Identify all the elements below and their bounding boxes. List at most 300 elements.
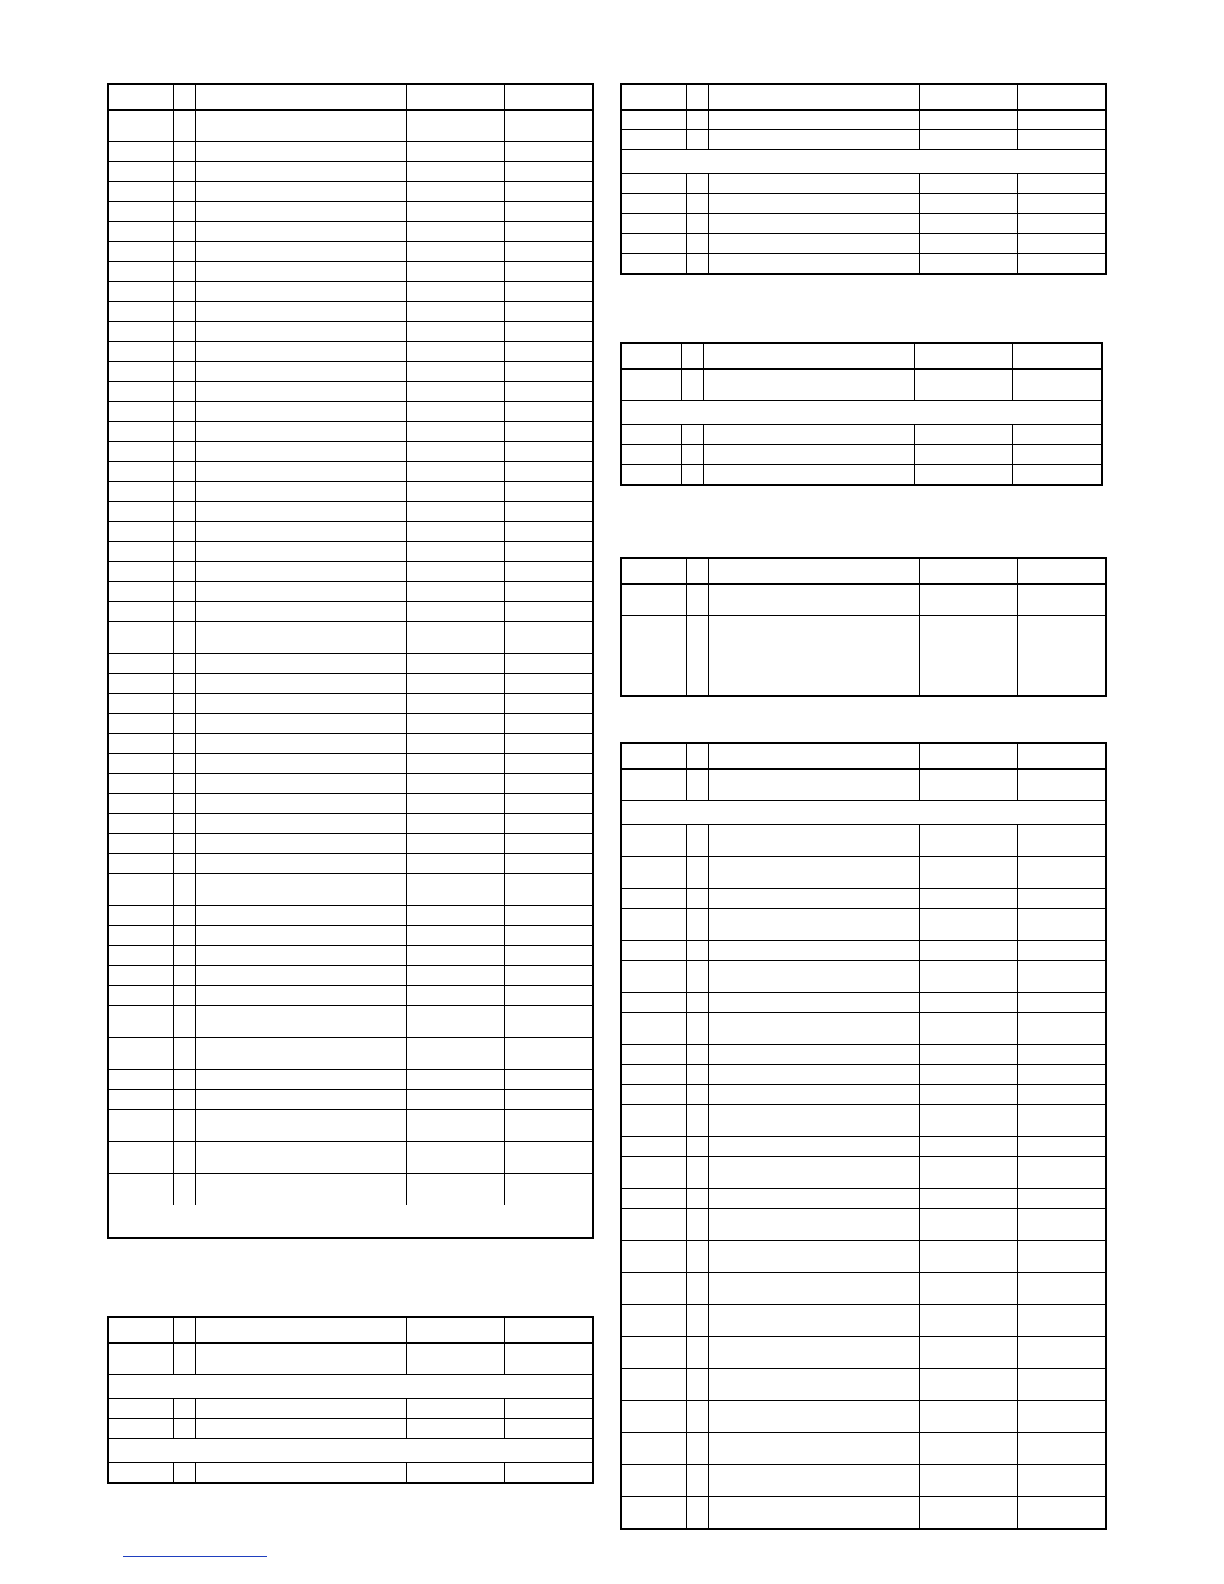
- table-row: [622, 1044, 1105, 1064]
- table-cell: [173, 654, 195, 673]
- table-cell: [919, 1401, 1017, 1432]
- table-row: [622, 888, 1105, 908]
- section-heading-cell: [622, 401, 1101, 424]
- table-cell: [504, 754, 592, 773]
- table-cell: [919, 194, 1017, 213]
- table-cell: [708, 85, 919, 109]
- table-row: [109, 381, 592, 401]
- table-cell: [1017, 961, 1105, 992]
- table-cell: [919, 993, 1017, 1012]
- table-cell: [109, 986, 173, 1005]
- table-cell: [406, 794, 504, 813]
- table-cell: [504, 222, 592, 241]
- table-cell: [195, 966, 406, 985]
- table-cell: [504, 1006, 592, 1037]
- table-row: [109, 1418, 592, 1438]
- table-cell: [686, 130, 708, 149]
- table-cell: [406, 1463, 504, 1482]
- table-cell: [109, 542, 173, 561]
- table-row: [109, 421, 592, 441]
- table-cell: [173, 834, 195, 853]
- table-cell: [173, 1344, 195, 1374]
- table-row: [109, 241, 592, 261]
- table-cell: [195, 622, 406, 653]
- table-cell: [686, 889, 708, 908]
- table-cell: [406, 142, 504, 161]
- table-row: [109, 1173, 592, 1205]
- table-cell: [622, 1241, 686, 1272]
- table-row: [622, 992, 1105, 1012]
- table-cell: [173, 946, 195, 965]
- table-header-row: [109, 1318, 592, 1342]
- table-header-row: [622, 559, 1105, 583]
- table-cell: [1017, 1337, 1105, 1368]
- table-row: [109, 733, 592, 753]
- table-cell: [504, 502, 592, 521]
- table-cell: [686, 1157, 708, 1188]
- table-cell: [406, 442, 504, 461]
- table-cell: [1017, 1013, 1105, 1044]
- table-cell: [195, 926, 406, 945]
- table-row: [109, 813, 592, 833]
- table-row: [622, 173, 1105, 193]
- table-cell: [406, 242, 504, 261]
- table-cell: [504, 442, 592, 461]
- table-cell: [686, 1105, 708, 1136]
- table-cell: [195, 654, 406, 673]
- table-cell: [504, 1090, 592, 1109]
- table-cell: [914, 425, 1012, 444]
- table-cell: [708, 1401, 919, 1432]
- table-cell: [173, 322, 195, 341]
- table-row: [109, 1398, 592, 1418]
- table-cell: [708, 214, 919, 233]
- table-cell: [504, 874, 592, 905]
- table-cell: [195, 182, 406, 201]
- table-cell: [406, 422, 504, 441]
- table-cell: [195, 794, 406, 813]
- table-cell: [109, 966, 173, 985]
- table-cell: [406, 502, 504, 521]
- table-cell: [504, 142, 592, 161]
- table-cell: [173, 622, 195, 653]
- table-cell: [686, 1305, 708, 1336]
- table-cell: [681, 465, 703, 484]
- table-cell: [686, 1369, 708, 1400]
- table-cell: [195, 202, 406, 221]
- table-cell: [708, 1465, 919, 1496]
- table-row: [109, 793, 592, 813]
- table-cell: [504, 85, 592, 109]
- table-cell: [914, 465, 1012, 484]
- table-cell: [109, 1174, 173, 1205]
- table-cell: [406, 111, 504, 141]
- table-row: [109, 945, 592, 965]
- table-cell: [919, 1189, 1017, 1208]
- table-cell: [109, 854, 173, 873]
- table-cell: [1017, 1105, 1105, 1136]
- table-row: [109, 773, 592, 793]
- table-header-row: [622, 85, 1105, 109]
- table-cell: [622, 1497, 686, 1528]
- table-cell: [622, 1401, 686, 1432]
- table-cell: [195, 906, 406, 925]
- section-heading-row: [622, 800, 1105, 824]
- table-cell: [406, 1090, 504, 1109]
- table-cell: [173, 422, 195, 441]
- table-cell: [686, 194, 708, 213]
- table-cell: [195, 242, 406, 261]
- table-cell: [173, 542, 195, 561]
- table-cell: [173, 182, 195, 201]
- table-cell: [195, 674, 406, 693]
- table-cell: [686, 1241, 708, 1272]
- table-cell: [406, 562, 504, 581]
- table-cell: [686, 1189, 708, 1208]
- table-cell: [406, 774, 504, 793]
- table-cell: [195, 774, 406, 793]
- table-cell: [504, 1318, 592, 1342]
- table-cell: [1017, 744, 1105, 768]
- table-cell: [919, 744, 1017, 768]
- table-cell: [406, 182, 504, 201]
- table-cell: [406, 602, 504, 621]
- table-cell: [406, 342, 504, 361]
- table-row: [622, 1304, 1105, 1336]
- table-cell: [622, 174, 686, 193]
- table-cell: [919, 254, 1017, 273]
- table-cell: [1017, 1241, 1105, 1272]
- table-cell: [622, 889, 686, 908]
- table-cell: [173, 602, 195, 621]
- table-cell: [195, 402, 406, 421]
- table-cell: [919, 1045, 1017, 1064]
- table-cell: [406, 966, 504, 985]
- table-cell: [195, 734, 406, 753]
- table-cell: [919, 234, 1017, 253]
- table-cell: [1017, 1189, 1105, 1208]
- table-cell: [708, 889, 919, 908]
- table-cell: [919, 961, 1017, 992]
- table-cell: [195, 1174, 406, 1205]
- table-cell: [708, 961, 919, 992]
- table-row: [109, 441, 592, 461]
- table-cell: [173, 222, 195, 241]
- table-cell: [195, 111, 406, 141]
- table-cell: [195, 85, 406, 109]
- table-cell: [1017, 770, 1105, 800]
- table-cell: [173, 302, 195, 321]
- table-cell: [173, 1399, 195, 1418]
- table-cell: [622, 370, 681, 400]
- table-cell: [504, 602, 592, 621]
- table-cell: [1017, 111, 1105, 129]
- table-cell: [708, 1305, 919, 1336]
- table-row: [109, 1037, 592, 1069]
- table-cell: [686, 744, 708, 768]
- table-cell: [686, 993, 708, 1012]
- table-cell: [504, 282, 592, 301]
- table-cell: [914, 445, 1012, 464]
- table-cell: [686, 1273, 708, 1304]
- table-cell: [109, 222, 173, 241]
- table-cell: [195, 986, 406, 1005]
- table-cell: [919, 1273, 1017, 1304]
- table-cell: [173, 582, 195, 601]
- table-row: [109, 753, 592, 773]
- table-cell: [195, 382, 406, 401]
- table-cell: [109, 774, 173, 793]
- table-row: [109, 481, 592, 501]
- table-cell: [504, 422, 592, 441]
- table-cell: [622, 445, 681, 464]
- table-cell: [622, 585, 686, 615]
- table-cell: [919, 1013, 1017, 1044]
- table-cell: [1017, 1433, 1105, 1464]
- table-cell: [1017, 993, 1105, 1012]
- table-cell: [173, 162, 195, 181]
- table-cell: [195, 714, 406, 733]
- table-cell: [109, 1142, 173, 1173]
- section-heading-row: [109, 1438, 592, 1462]
- table-cell: [1017, 1273, 1105, 1304]
- table-cell: [109, 834, 173, 853]
- table-cell: [504, 562, 592, 581]
- table-cell: [708, 194, 919, 213]
- table-cell: [109, 262, 173, 281]
- table-cell: [406, 674, 504, 693]
- table-cell: [622, 1013, 686, 1044]
- table-cell: [195, 322, 406, 341]
- table-cell: [622, 254, 686, 273]
- table-cell: [1012, 370, 1101, 400]
- table-cell: [686, 111, 708, 129]
- table-cell: [622, 1137, 686, 1156]
- table-cell: [195, 522, 406, 541]
- table-cell: [686, 825, 708, 856]
- table-cell: [109, 582, 173, 601]
- table-cell: [195, 342, 406, 361]
- section-heading-cell: [622, 801, 1105, 824]
- table-cell: [195, 542, 406, 561]
- parts-table-right-1: [620, 83, 1107, 275]
- table-cell: [686, 941, 708, 960]
- table-cell: [109, 442, 173, 461]
- table-row: [622, 424, 1101, 444]
- table-cell: [109, 906, 173, 925]
- table-cell: [109, 1463, 173, 1482]
- table-cell: [173, 1070, 195, 1089]
- table-cell: [406, 362, 504, 381]
- table-row: [109, 501, 592, 521]
- table-row: [109, 693, 592, 713]
- table-row: [109, 1342, 592, 1374]
- table-cell: [195, 946, 406, 965]
- table-cell: [173, 1463, 195, 1482]
- table-cell: [109, 1399, 173, 1418]
- table-cell: [406, 1142, 504, 1173]
- table-cell: [195, 482, 406, 501]
- table-cell: [622, 1273, 686, 1304]
- table-cell: [686, 616, 708, 695]
- table-row: [109, 925, 592, 945]
- table-cell: [173, 854, 195, 873]
- table-cell: [109, 202, 173, 221]
- table-cell: [109, 946, 173, 965]
- table-cell: [708, 616, 919, 695]
- section-heading-row: [109, 1374, 592, 1398]
- table-cell: [1017, 1065, 1105, 1084]
- table-cell: [109, 694, 173, 713]
- table-cell: [504, 926, 592, 945]
- table-cell: [173, 402, 195, 421]
- table-cell: [504, 906, 592, 925]
- table-cell: [1017, 85, 1105, 109]
- table-cell: [173, 442, 195, 461]
- table-row: [622, 1064, 1105, 1084]
- table-row: [109, 1141, 592, 1173]
- table-cell: [504, 1142, 592, 1173]
- table-cell: [504, 622, 592, 653]
- table-row: [622, 464, 1101, 484]
- table-cell: [195, 754, 406, 773]
- table-cell: [622, 1065, 686, 1084]
- table-row: [109, 161, 592, 181]
- table-cell: [173, 342, 195, 361]
- table-cell: [195, 1419, 406, 1438]
- table-cell: [1017, 559, 1105, 583]
- table-cell: [109, 814, 173, 833]
- table-row: [109, 1109, 592, 1141]
- table-cell: [919, 1209, 1017, 1240]
- table-cell: [708, 585, 919, 615]
- table-cell: [686, 1433, 708, 1464]
- table-cell: [109, 1419, 173, 1438]
- section-heading-row: [622, 149, 1105, 173]
- table-cell: [504, 674, 592, 693]
- table-row: [622, 615, 1105, 695]
- table-cell: [708, 254, 919, 273]
- table-cell: [686, 909, 708, 940]
- table-row: [109, 853, 592, 873]
- table-cell: [686, 559, 708, 583]
- table-cell: [686, 1065, 708, 1084]
- table-cell: [504, 694, 592, 713]
- table-cell: [504, 774, 592, 793]
- table-cell: [406, 85, 504, 109]
- table-cell: [504, 794, 592, 813]
- table-cell: [622, 214, 686, 233]
- table-cell: [919, 174, 1017, 193]
- table-cell: [1017, 254, 1105, 273]
- table-row: [622, 129, 1105, 149]
- table-cell: [173, 262, 195, 281]
- table-cell: [686, 1497, 708, 1528]
- table-row: [622, 1188, 1105, 1208]
- table-cell: [708, 1105, 919, 1136]
- table-row: [622, 1084, 1105, 1104]
- table-cell: [504, 1110, 592, 1141]
- table-cell: [1017, 857, 1105, 888]
- table-cell: [406, 162, 504, 181]
- table-row: [622, 1104, 1105, 1136]
- table-cell: [708, 1337, 919, 1368]
- table-cell: [173, 522, 195, 541]
- table-cell: [504, 522, 592, 541]
- table-cell: [173, 906, 195, 925]
- table-cell: [173, 1142, 195, 1173]
- table-cell: [622, 941, 686, 960]
- footer-rule: [123, 1556, 267, 1557]
- table-cell: [703, 370, 914, 400]
- table-cell: [173, 966, 195, 985]
- table-row: [622, 368, 1101, 400]
- section-heading-cell: [109, 1375, 592, 1398]
- table-row: [109, 141, 592, 161]
- table-cell: [1017, 825, 1105, 856]
- table-cell: [195, 1142, 406, 1173]
- table-row: [109, 601, 592, 621]
- table-cell: [109, 482, 173, 501]
- table-cell: [622, 770, 686, 800]
- table-row: [109, 281, 592, 301]
- table-cell: [686, 1401, 708, 1432]
- table-cell: [109, 182, 173, 201]
- table-row: [109, 985, 592, 1005]
- table-cell: [173, 562, 195, 581]
- table-cell: [914, 344, 1012, 368]
- table-cell: [406, 1070, 504, 1089]
- table-cell: [919, 1497, 1017, 1528]
- table-row: [622, 583, 1105, 615]
- table-cell: [109, 926, 173, 945]
- table-cell: [109, 362, 173, 381]
- table-row: [109, 261, 592, 281]
- table-cell: [1017, 1401, 1105, 1432]
- table-row: [622, 768, 1105, 800]
- table-cell: [406, 1344, 504, 1374]
- table-cell: [919, 857, 1017, 888]
- table-cell: [708, 1137, 919, 1156]
- table-cell: [681, 445, 703, 464]
- table-cell: [622, 1369, 686, 1400]
- table-row: [622, 1368, 1105, 1400]
- table-cell: [109, 754, 173, 773]
- table-cell: [195, 1006, 406, 1037]
- table-cell: [708, 825, 919, 856]
- table-cell: [109, 674, 173, 693]
- table-cell: [406, 946, 504, 965]
- table-cell: [504, 1419, 592, 1438]
- table-cell: [1017, 1209, 1105, 1240]
- table-cell: [919, 214, 1017, 233]
- table-cell: [109, 562, 173, 581]
- table-cell: [703, 425, 914, 444]
- table-header-row: [622, 744, 1105, 768]
- table-row: [109, 221, 592, 241]
- table-cell: [622, 344, 681, 368]
- parts-table-right-4: [620, 742, 1107, 1530]
- table-cell: [504, 946, 592, 965]
- table-cell: [708, 174, 919, 193]
- table-cell: [406, 734, 504, 753]
- table-row: [109, 341, 592, 361]
- table-cell: [686, 174, 708, 193]
- table-cell: [109, 794, 173, 813]
- table-cell: [622, 1085, 686, 1104]
- table-cell: [622, 111, 686, 129]
- table-cell: [504, 382, 592, 401]
